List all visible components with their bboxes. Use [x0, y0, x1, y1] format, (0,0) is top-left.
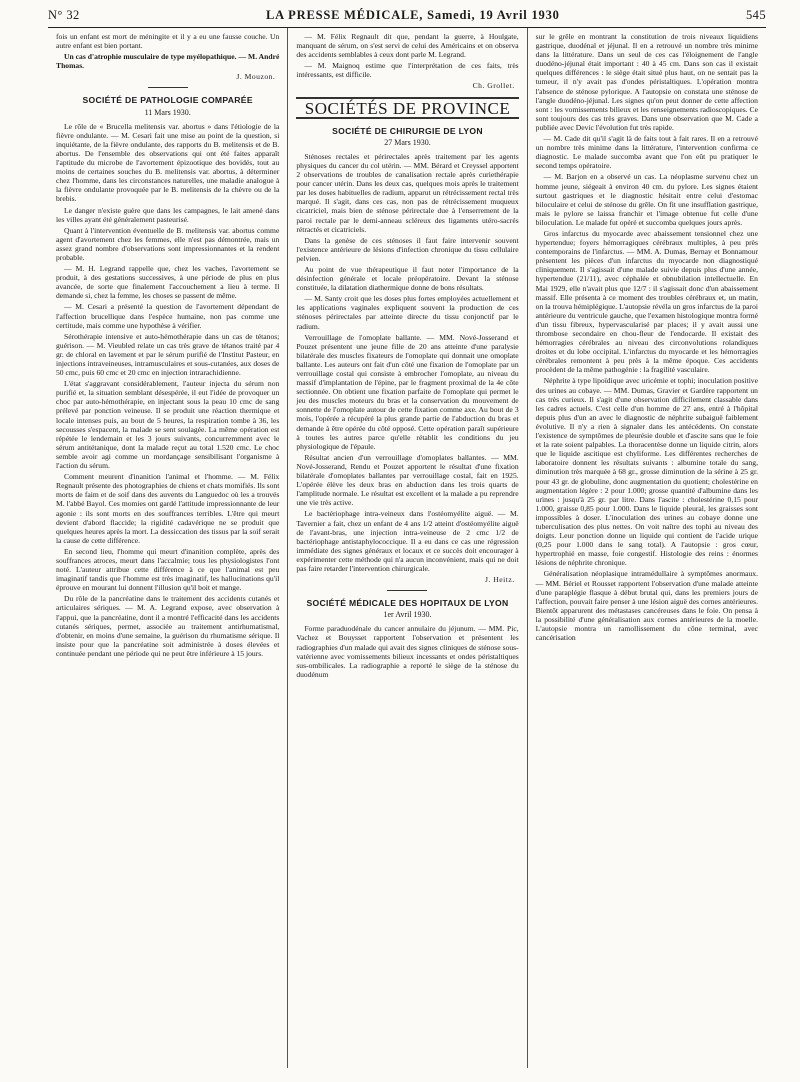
- paragraph: sur le grêle en montrant la constitution de trois niveaux liquidiens gastrique, duodénal et jéjunal. Il en a retrouvé un nombre très minime dans la littérature. Dans un seul de ces cas l'éloignement de l'angle duodéno-jéjunal était important : 40 à 45 cm. Dans son cas il existait quelques différences : le siège était situé plus haut, on ne sentait pas la tumeur, il n'y avait pas d'ondes péristaltiques. L'opération montra l'absence de sténose pylorique. A l'autopsie on constata une sténose de l'angle duodéno-jéjunal. Les signes qu'on peut donner de cette affection sont : les vomissements bilieux et les renseignements radioscopiques. Ce sont toujours des cas très graves. Dans une observation que M. Cade a publiée avec Devic l'évolution fut très rapide.: [535, 32, 758, 132]
- paragraph: — M. Maignoq estime que l'interprétation de ces faits, très intéressants, est difficile.: [296, 61, 519, 80]
- paragraph: — M. Barjon en a observé un cas. La néoplasme survenu chez un homme jeune, siégeait à environ 40 cm. du pylore. Les signes étaient surtout gastriques et le diagnostic hésitait entre celui d'estomac biloculaire et celui de sténose du grêle. On fit une insufflation gastrique, mais le pylore se laissa franchir et l'image obtenue fut celle d'une biloculation. Le malade fut opéré et succomba quelques jours après.: [535, 172, 758, 227]
- major-heading: SOCIÉTÉS DE PROVINCE: [296, 97, 518, 119]
- paragraph: Le rôle de « Brucella melitensis var. abortus » dans l'étiologie de la fièvre ondulante. — M. Cesari fait une mise au point de la question, si inquiétante, de la fièvre ondulante, des rapports du B. melitensis et de B. abortus. De l'ensemble des observations qui ont été faites apparaît l'aptitude du microbe de l'avortement épizootique des bovidés, tout au moins de certaines souches du B. melitensis var. abortus, à déterminer chez l'homme, dans les circonstances naturelles, une maladie analogue à la fièvre ondulante provoquée par le B. melitensis de la chèvre ou de la brebis.: [56, 121, 280, 204]
- paragraph: Du rôle de la pancréatine dans le traitement des accidents cutanés et articulaires sériques. — M. A. Legrand expose, avec observation à l'appui, que la pancréatine, dont il a montré l'efficacité dans les accidents cutanés sériques, permet, associée au traitement antirhumatismal, d'obtenir, en moins d'une semaine, la guérison du rhumatisme sérique. Il insiste pour que la pancréatine soit administrée à doses élevées et continuée pendant une période qui ne peut être inférieure à 15 jours.: [56, 594, 280, 658]
- divider: [148, 87, 188, 88]
- paragraph: — M. Cesari a présenté la question de l'avortement dépendant de l'affection brucellique dans l'espèce humaine, non pas comme une certitude, mais comme une hypothèse à vérifier.: [56, 302, 280, 330]
- paragraph: Généralisation néoplasique intramédullaire à symptômes anormaux. — MM. Bériel et Rousset rapportent l'observation d'une malade atteinte d'une paraplégie flasque à début brutal qui, dans les premiers jours de l'affection, pouvait faire penser à une lésion aiguë des cornes antérieures. Bientôt apparurent des métastases cancéreuses dans le foie. On pensa à la possibilité d'une généralisation aux cornes antérieures de la moelle. L'autopsie montra un ramollissement du cône terminal, avec cancérisation: [535, 569, 758, 643]
- paragraph: Néphrite à type lipoïdique avec uricémie et tophi; inoculation positive des urines au cobaye. — MM. Dumas, Gravier et Gardère rapportent un cas très curieux. Il s'agit d'une observation difficilement classable dans les cadres actuels. C'est celle d'un homme de 27 ans, entré à l'hôpital depuis plus d'un an avec le diagnostic de néphrite subaiguë faiblement évolutive. Il n'y a rien à signaler dans les antécédents. On constate l'existence de symptômes de pleurésie double et d'ascite sans que le foie et la rate soient palpables. La thoracentèse donne un liquide citrin, alors que le liquide ascitique est chyliforme. Les différentes recherches de laboratoire donnent les résultats suivants : albumine totale du sang, diminution très marquée à 68 gr., grosse diminution de la sérine à 25 gr. pour 43 gr. de globuline, donc augmentation du quotient; cholestérine en augmentation légère : 2 pour 1.000; grosse quantité d'albumine dans les urines : jusqu'à 25 gr. par litre. Dans l'ascite : cholestérine 0,15 pour 1.000, graisse 0,85 pour 1.000. Dans le liquide pleural, les graisses sont impossibles à doser. L'inoculation des urines au cobaye donne une tuberculisation des plus nettes. On voit naître des tophi au niveau des doigts. Leur ponction donne un liquide qui contient de l'acide urique (0,25 pour 1.000 dans le sang total). A l'autopsie : gros cœur, hypertrophié en masse, foie congestif. Histologie des reins : énormes lésions de néphrite chronique.: [535, 376, 758, 568]
- paragraph: — M. H. Legrand rappelle que, chez les vaches, l'avortement se produit, à des gestations successives, à une période de plus en plus avancée, de sorte que finalement l'accouchement a lieu à terme. Il demande si, chez la femme, les choses se passent de même.: [56, 264, 280, 301]
- journal-title: LA PRESSE MÉDICALE, Samedi, 19 Avril 1930: [265, 8, 560, 22]
- paragraph: Forme paraduodénale du cancer annulaire du jéjunum. — MM. Pic, Vachez et Bouysset rapportent l'observation et présentent les radiographies d'un malade qui avait des signes cliniques de sténose sous-vatérienne avec vomissements bilieux incessants et ondes péristaltiques sus-ombilicales. La radiographie a reporté le siège de la sténose du duodénum: [296, 624, 519, 679]
- paragraph: En second lieu, l'homme qui meurt d'inanition complète, après des souffrances atroces, meurt dans l'accalmie; tous les physiologistes l'ont noté. L'auteur attribue cette différence à ce que l'animal est peu imaginatif tandis que l'homme est très imaginatif, les hallucinations qu'il éprouve en mourant lui donnent l'illusion qu'il boit et mange.: [56, 546, 280, 593]
- section-heading: SOCIÉTÉ MÉDICALE DES HOPITAUX DE LYON: [306, 598, 509, 609]
- paragraph: Un cas d'atrophie musculaire de type myélopathique. — M. André Thomas.: [56, 52, 280, 71]
- column-right: [527, 28, 766, 1068]
- paragraph: Sérothérapie intensive et auto-hémothérapie dans un cas de tétanos; guérison. — M. Vieubled relate un cas très grave de tétanos traité par 4 gr. de chloral en lavement et par le sérum purifié de l'Institut Pasteur, en injections intraveineuses, intramusculaires et sous-cutanées, aux doses de 50 cmc, puis 60 cmc et 20 cmc en injection intrarachidienne.: [56, 331, 280, 378]
- paragraph: Gros infarctus du myocarde avec abaissement tensionnel chez une hypertendue; foyers hémorragiques cérébraux multiples, à peu près contemporains de l'infarctus. — MM. A. Dumas, Bernay et Bonnamour présentent les pièces d'un infarctus du myocarde non diagnostiqué cliniquement. Il s'agissait d'une malade suivie depuis plus d'une année, hypertendue (21/11), avec céphalée et obnubilation intellectuelle. En Mai 1929, elle n'avait plus que 12/7 : il s'agissait donc d'un abaissement massif. Elle présenta à ce moment des troubles cérébraux et, un matin, on la trouva hémiplégique. L'autopsie révéla un gros infarctus de la paroi antérieure du ventricule gauche, que l'examen histologique montra formé d'un tissu fibreux, hypervascularisé par places; il y avait aussi une thrombose secondaire en chou-fleur de l'endocarde. Il existait des hémorragies cérébrales au niveau des circonvolutions rolandiques droites et du lobe occipital. L'infarctus du myocarde et les hémorragies cérébrales remontent à peu près à la même époque. Ces accidents procèdent de la même pathogénie : la fragilité vasculaire.: [535, 228, 758, 375]
- paragraph: Comment meurent d'inanition l'animal et l'homme. — M. Félix Regnault présente des photographies de chiens et chats momifiés. Ils sont morts de faim et de soif dans des auvents du Languedoc où les a trouvés M. l'abbé Bayol. Ces momies ont gardé l'attitude impressionnante de leur agonie : ils sont morts en des souffrances terribles. L'être qui meurt devient d'abord flaccide; la rigidité cadavérique ne se produit que quelques heures après la mort. La dessiccation des tissus par la soif serait la cause de cette différence.: [56, 472, 280, 545]
- divider: [387, 590, 427, 591]
- paragraph: — M. Santy croit que les doses plus fortes employées actuellement et les applications vaginales expliquent souvent la production de ces sténoses périrectales par atteinte directe du tissu conjonctif par le radium.: [296, 294, 519, 331]
- signature: J. Mouzon.: [236, 72, 276, 82]
- paragraph: Quant à l'intervention éventuelle de B. melitensis var. abortus comme agent d'avortement chez les femmes, elle n'est pas démontrée, mais un assez grand nombre d'observations sont impressionnantes et la rendent probable.: [56, 225, 280, 262]
- columns: [48, 28, 766, 1068]
- section-date: 27 Mars 1930.: [384, 137, 431, 147]
- paragraph: Sténoses rectales et périrectales après traitement par les agents physiques du cancer du col utérin. — MM. Bérard et Creyssel apportent 2 observations de troubles de canalisation rectale après curiethérapie pour cancer utérin. Dans les deux cas, quelques mois après le traitement par les doses habituelles de radium, apparut un rétrécissement rectal très marqué. Il s'agit, dans ces cas, non pas de rétrécissement muqueux cicatriciel, mais bien de sténose périrectale due à l'enserrement de la paroi rectale par le demi-anneau scléreux des ligaments utéro-sacrés rétractés et cicatriciels.: [296, 151, 519, 234]
- paragraph: Le bactériophage intra-veineux dans l'ostéomyélite aiguë. — M. Tavernier a fait, chez un enfant de 4 ans 1/2 atteint d'ostéomyélite aiguë de l'avant-bras, une injection intra-veineuse de 2 cmc 1/2 de bactériophage antistaphylococcique. Il a eu dans ce cas une régression immédiate des signes généraux et locaux et ce succès doit encourager à expérimenter cette méthode qui n'a aucun inconvénient, mais qui ne doit pas faire retarder l'intervention chirurgicale.: [296, 509, 519, 573]
- paragraph: Verrouillage de l'omoplate ballante. — MM. Nové-Josserand et Pouzet présentent une jeune fille de 20 ans atteinte d'une paralysie bilatérale des muscles fixateurs de l'omoplate qui donnait une omoplate ballante. Les auteurs ont fait d'un côté une fixation de l'omoplate par un verrouillage costal qui consiste à embrocher l'omoplate, au niveau du massif d'implantation de l'épine, par le fragment proximal de la 4e côte sectionnée. On obtient une fixation parfaite de l'omoplate qui permet le jeu des muscles moteurs du bras et la conservation du mouvement de sonnette de l'omoplate autour de cette fixation comme axe. Au bout de 3 mois, l'opérée a récupéré la plus grande partie de l'abduction du bras et demande à être opérée du côté opposé. Cette opération paraît supérieure à toutes les autres parce qu'elle rétablit les conditions du jeu physiologique de l'épaule.: [296, 332, 519, 451]
- section-date: 1er Avril 1930.: [383, 610, 432, 620]
- section-heading: SOCIÉTÉ DE CHIRURGIE DE LYON: [332, 125, 483, 136]
- paragraph: Au point de vue thérapeutique il faut noter l'importance de la désinfection générale et locale préopératoire. Devant la sténose constituée, la dilatation diathermique donne de bons résultats.: [296, 264, 519, 293]
- paragraph: Le danger n'existe guère que dans les campagnes, le lait amené dans les villes ayant été généralement pasteurisé.: [56, 205, 280, 224]
- page-header: [48, 6, 766, 28]
- issue-number: N° 32: [48, 8, 80, 22]
- paragraph: — M. Cade dit qu'il s'agit là de faits tout à fait rares. Il en a retrouvé un nombre très minime dans la littérature, l'intervention confirma ce diagnostic. Le malade succomba avant que l'on eût pu pratiquer le second temps opératoire.: [535, 134, 758, 171]
- paragraph: Dans la genèse de ces sténoses il faut faire intervenir souvent l'existence antérieure de lésions d'infection chronique du tissu cellulaire pelvien.: [296, 235, 519, 263]
- signature: Ch. Grollet.: [472, 81, 515, 91]
- paragraph: fois un enfant est mort de méningite et il y a eu une fausse couche. Un autre enfant est bien portant.: [56, 32, 280, 51]
- column-left: [48, 28, 287, 1068]
- section-date: 11 Mars 1930.: [144, 107, 191, 117]
- signature: J. Heitz.: [485, 575, 515, 585]
- column-middle: [287, 28, 526, 1068]
- paragraph: — M. Félix Regnault dit que, pendant la guerre, à Houlgate, manquant de sérum, on s'est servi de celui des Américains et on observa des accidents semblables à ceux dont parle M. Legrand.: [296, 32, 519, 60]
- section-heading: SOCIÉTÉ DE PATHOLOGIE COMPARÉE: [82, 95, 253, 106]
- paragraph: L'état s'aggravant considérablement, l'auteur injecta du sérum non purifié et, la situation semblant désespérée, il eut l'idée de provoquer un choc par auto-hémothérapie, en injectant sous la peau 10 cmc de sang prélevé par ponction veineuse. Il se produit une réaction thermique et locale intenses puis, au bout de 5 heures, la respiration tombe à 36, les secousses s'espacent, la malade se sent soulagée. La même opération est répétée le lendemain et les 3 jours suivants, concurremment avec le sérum antitétanique, dont la malade reçut au total 1.520 cmc. Le choc semble avoir agi comme un mordançage sensibilisant l'organisme à l'action du sérum.: [56, 379, 280, 471]
- paragraph: Résultat ancien d'un verrouillage d'omoplates ballantes. — MM. Nové-Josserand, Rendu et Pouzet apportent le résultat d'une fixation bilatérale d'omoplates ballantes par verrouillage costal, fait en 1925. L'opérée élève les deux bras en abduction dans les trois quarts de l'amplitude normale. Le résultat est excellent et la malade a pu reprendre une vie très active.: [296, 452, 519, 508]
- page-number: 545: [746, 8, 766, 22]
